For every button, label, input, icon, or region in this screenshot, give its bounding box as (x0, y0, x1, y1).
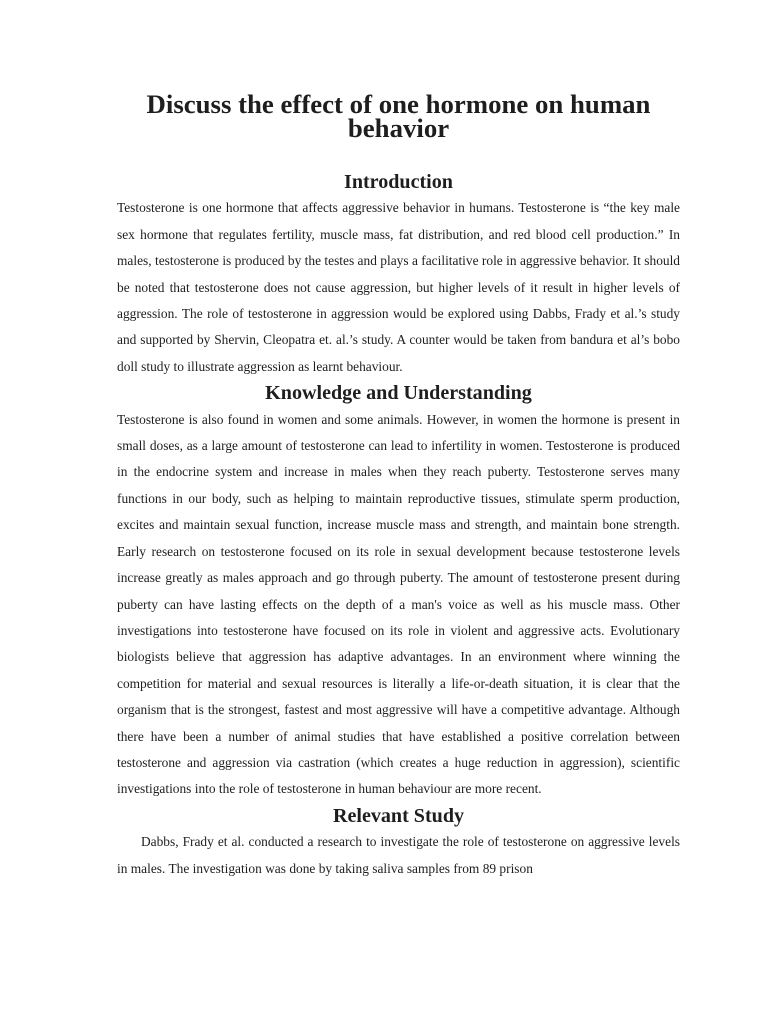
section-heading-introduction: Introduction (344, 171, 453, 193)
document-title: Discuss the effect of one hormone on human behavior (146, 89, 651, 143)
document-body (117, 89, 680, 882)
section-paragraph-relevant-study: Dabbs, Frady et al. conducted a research to investigate the role of testosterone on aggressive levels in males. The investigation was done by taking saliva samples from 89 prison (117, 834, 680, 876)
title-spacer (117, 140, 680, 169)
section-paragraph-knowledge-and-understanding: Testosterone is also found in women and some animals. However, in women the hormone is present in small doses, as a large amount of testosterone can lead to infertility in women. Testosterone is produced in the endocrine system and increase in males when they reach puberty. Testosterone serves many functions in our body, such as helping to maintain reproductive tissues, stimulate sperm production, excites and maintain sexual function, increase muscle mass and strength, and maintain bone strength. Early research on testosterone focused on its role in sexual development because testosterone levels increase greatly as males approach and go through puberty. The amount of testosterone present during puberty can have lasting effects on the depth of a man's voice as well as his muscle mass. Other investigations into testosterone have focused on its role in violent and aggressive acts. Evolutionary biologists believe that aggression has adaptive advantages. In an environment where winning the competition for material and sexual resources is literally a life-or-death situation, it is clear that the organism that is the strongest, fastest and most aggressive will have a competitive advantage. Although there have been a number of animal studies that have established a positive correlation between testosterone and aggression via castration (which creates a huge reduction in aggression), scientific investigations into the role of testosterone in human behaviour are more recent. (117, 411, 680, 797)
section-heading-relevant-study: Relevant Study (332, 804, 465, 827)
section-paragraph-introduction: Testosterone is one hormone that affects aggressive behavior in humans. Testosterone is “the key male sex hormone that regulates fertility, muscle mass, fat distribution, and red blood cell production.” In males, testosterone is produced by the testes and plays a facilitative role in aggressive behavior. It should be noted that testosterone does not cause aggression, but higher levels of it result in higher levels of aggression. The role of testosterone in aggression would be explored using Dabbs, Frady et al.’s study and supported by Shervin, Cleopatra et. al.’s study. A counter would be taken from bandura et al’s bobo doll study to illustrate aggression as learnt behaviour. (117, 200, 680, 374)
section-heading-knowledge-and-understanding: Knowledge and Understanding (265, 382, 532, 405)
